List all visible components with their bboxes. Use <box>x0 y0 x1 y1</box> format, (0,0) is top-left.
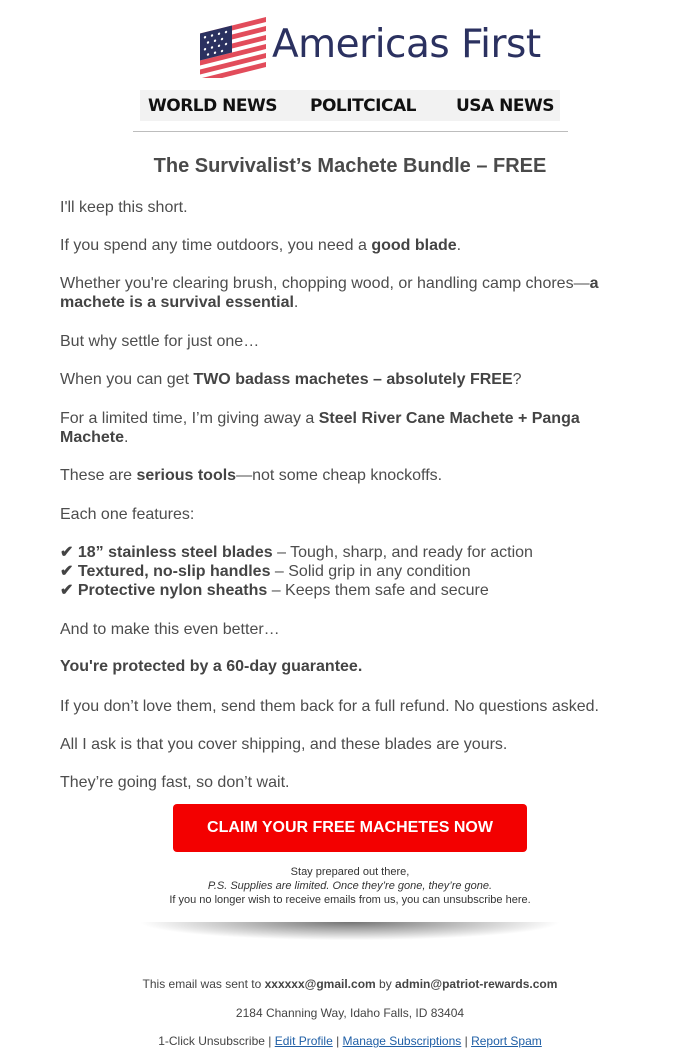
paragraph-shipping: All I ask is that you cover shipping, and these blades are yours. <box>60 736 508 753</box>
report-spam-link[interactable]: Report Spam <box>471 1034 542 1048</box>
paragraph-features-intro: Each one features: <box>60 506 195 523</box>
mailing-address: 2184 Channing Way, Idaho Falls, ID 83404 <box>235 1006 465 1020</box>
sent-to-line: This email was sent to xxxxxx@gmail.com by admin@patriot-rewards.com <box>142 977 558 991</box>
paragraph-going-fast: They’re going fast, so don’t wait. <box>60 774 290 791</box>
paragraph-intro: I'll keep this short. <box>60 199 188 216</box>
nav-divider <box>133 131 568 132</box>
american-flag-logo-icon <box>198 16 268 78</box>
email-headline: The Survivalist’s Machete Bundle – FREE <box>153 155 547 177</box>
paragraph-why-settle: But why settle for just one… <box>60 333 260 350</box>
manage-subscriptions-link[interactable]: Manage Subscriptions <box>342 1034 462 1048</box>
nav-item-usa-news[interactable]: USA NEWS <box>456 96 554 116</box>
list-item: ✔ Protective nylon sheaths – Keeps them safe and secure <box>60 582 489 599</box>
list-item: ✔ Textured, no-slip handles – Solid grip in any condition <box>60 563 471 580</box>
nav-item-world-news[interactable]: WORLD NEWS <box>148 96 277 116</box>
unsubscribe-note[interactable]: If you no longer wish to receive emails from us, you can unsubscribe here. <box>169 894 531 906</box>
feature-list <box>60 543 650 600</box>
claim-machetes-button[interactable]: CLAIM YOUR FREE MACHETES NOW <box>173 804 527 852</box>
paragraph-guarantee: You're protected by a 60-day guarantee. <box>60 658 363 675</box>
paragraph-giveaway: For a limited time, I’m giving away a Steel River Cane Machete + Panga Machete. <box>60 410 580 446</box>
one-click-unsubscribe[interactable]: 1-Click Unsubscribe <box>158 1034 265 1048</box>
paragraph-two-machetes: When you can get TWO badass machetes – absolutely FREE? <box>60 371 522 388</box>
edit-profile-link[interactable]: Edit Profile <box>274 1034 333 1048</box>
brand-name[interactable]: Americas First <box>272 22 541 67</box>
paragraph-serious-tools: These are serious tools—not some cheap knockoffs. <box>60 467 443 484</box>
nav-item-political[interactable]: POLITCICAL <box>310 96 416 116</box>
divider-shadow <box>50 922 650 948</box>
postscript-line: P.S. Supplies are limited. Once they’re gone, they’re gone. <box>207 880 493 892</box>
footer-links: 1-Click Unsubscribe | Edit Profile | Manage Subscriptions | Report Spam <box>158 1034 542 1048</box>
paragraph-even-better: And to make this even better… <box>60 621 280 638</box>
list-item: ✔ 18” stainless steel blades – Tough, sharp, and ready for action <box>60 544 533 561</box>
top-nav <box>140 90 560 121</box>
sender-email: admin@patriot-rewards.com <box>395 977 558 991</box>
email-header <box>0 0 700 90</box>
paragraph-good-blade: If you spend any time outdoors, you need a good blade. <box>60 237 462 254</box>
paragraph-refund: If you don’t love them, send them back for a full refund. No questions asked. <box>60 698 599 715</box>
paragraph-survival-essential: Whether you're clearing brush, chopping wood, or handling camp chores—a machete is a survival essential. <box>60 275 599 311</box>
recipient-email: xxxxxx@gmail.com <box>264 977 376 991</box>
signoff-line: Stay prepared out there, <box>290 866 410 878</box>
